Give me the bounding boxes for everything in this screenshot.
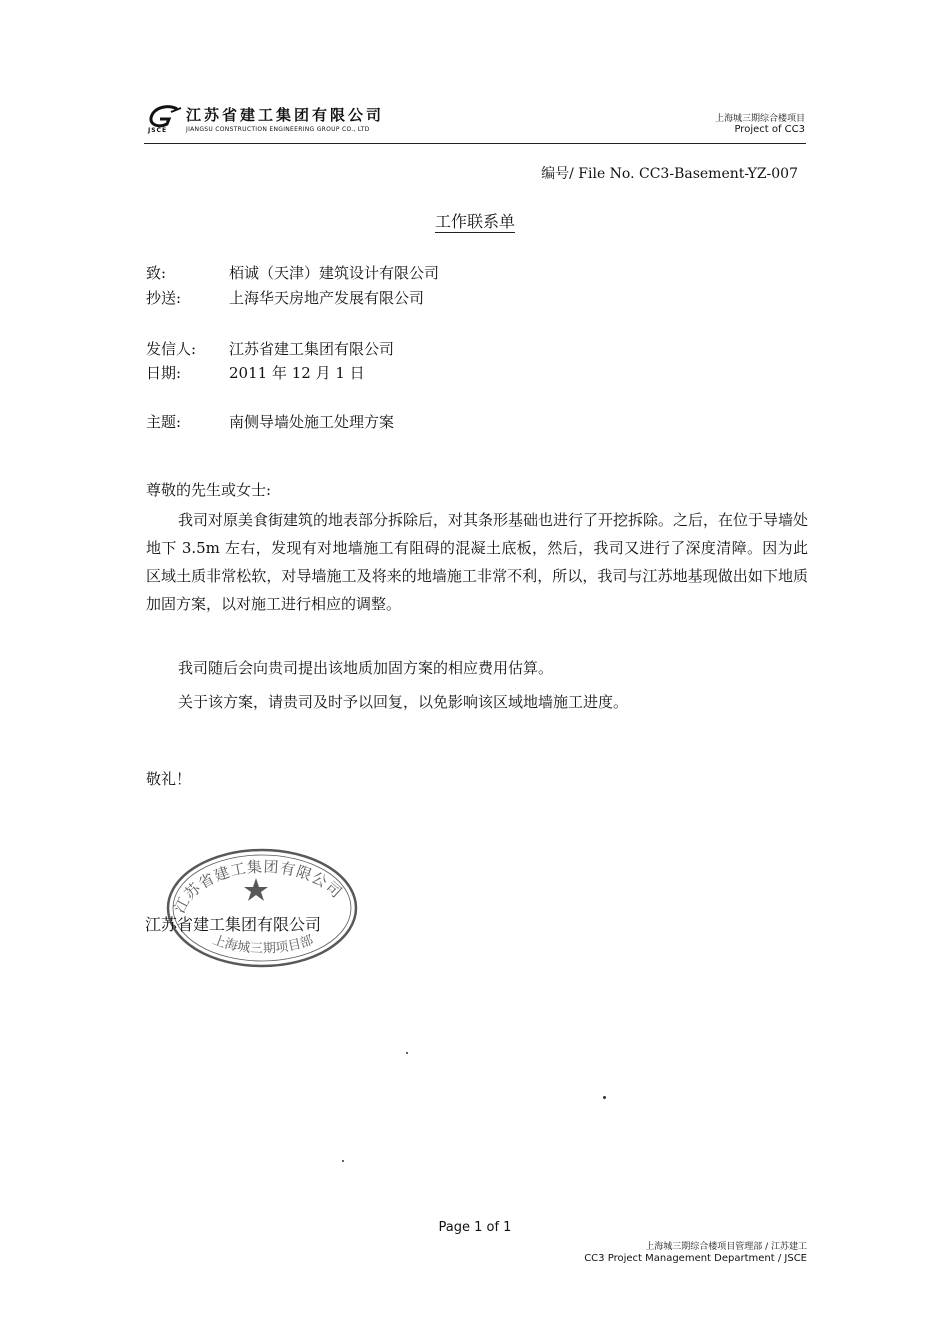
field-value-cc: 上海华天房地产发展有限公司 bbox=[229, 289, 425, 307]
body-paragraph-1: 我司对原美食街建筑的地表部分拆除后，对其条形基础也进行了开挖拆除。之后，在位于导墙处地下 3.5m 左右，发现有对地墙施工有阻碍的混凝土底板，然后，我司又进行了深度清障。因为此区域土质非常松软，对导墙施工及将来的地墙施工非常不利，所以，我司与江苏地基现做出如下地质加固方案，以对施工进行相应的调整。 bbox=[146, 511, 809, 613]
header-project-name: 上海城三期综合楼项目 bbox=[714, 114, 805, 124]
seal-text-top: 江苏省建工集团有限公司 bbox=[170, 857, 346, 916]
seal-text-bottom: 上海城三期项目部 bbox=[210, 932, 316, 957]
scan-speck bbox=[406, 1052, 408, 1054]
field-value-sender: 江苏省建工集团有限公司 bbox=[229, 340, 395, 358]
signature-company: 江苏省建工集团有限公司 bbox=[145, 915, 322, 934]
seal-star-icon bbox=[244, 878, 268, 901]
header-project-name-en: Project of CC3 bbox=[734, 124, 805, 135]
footer-department-en: CC3 Project Management Department / JSCE bbox=[584, 1253, 807, 1264]
field-label-to: 致: bbox=[146, 264, 167, 282]
field-value-to: 栢诚（天津）建筑设计有限公司 bbox=[229, 264, 440, 282]
header-company-name-en: JIANGSU CONSTRUCTION ENGINEERING GROUP CO., LTD bbox=[186, 126, 370, 133]
body-paragraph-3: 关于该方案，请贵司及时予以回复，以免影响该区域地墙施工进度。 bbox=[178, 693, 629, 711]
closing-greeting: 敬礼！ bbox=[146, 770, 192, 788]
document-title bbox=[0, 209, 950, 232]
file-number: 编号/ File No. CC3-Basement-YZ-007 bbox=[541, 166, 798, 182]
document-title-text: 工作联系单 bbox=[434, 212, 515, 231]
field-label-sender: 发信人: bbox=[146, 340, 197, 358]
body-paragraph-2: 我司随后会向贵司提出该地质加固方案的相应费用估算。 bbox=[178, 659, 554, 677]
field-value-date: 2011 年 12 月 1 日 bbox=[229, 364, 365, 382]
header-logo-abbreviation: JSCE bbox=[148, 127, 168, 134]
field-label-subject: 主题: bbox=[146, 413, 182, 431]
svg-text:上海城三期项目部 bbox=[210, 933, 315, 957]
scan-speck bbox=[603, 1096, 606, 1099]
header-divider bbox=[144, 143, 806, 144]
salutation: 尊敬的先生或女士: bbox=[146, 481, 272, 499]
official-seal-stamp bbox=[160, 842, 360, 972]
scan-speck bbox=[342, 1160, 344, 1162]
header-company-name: 江苏省建工集团有限公司 bbox=[186, 106, 385, 124]
field-label-cc: 抄送: bbox=[146, 289, 182, 307]
field-label-date: 日期: bbox=[146, 364, 182, 382]
footer-page-number: Page 1 of 1 bbox=[438, 1220, 512, 1235]
footer-department-cn: 上海城三期综合楼项目管理部 / 江苏建工 bbox=[645, 1242, 807, 1252]
field-value-subject: 南侧导墙处施工处理方案 bbox=[229, 413, 395, 431]
